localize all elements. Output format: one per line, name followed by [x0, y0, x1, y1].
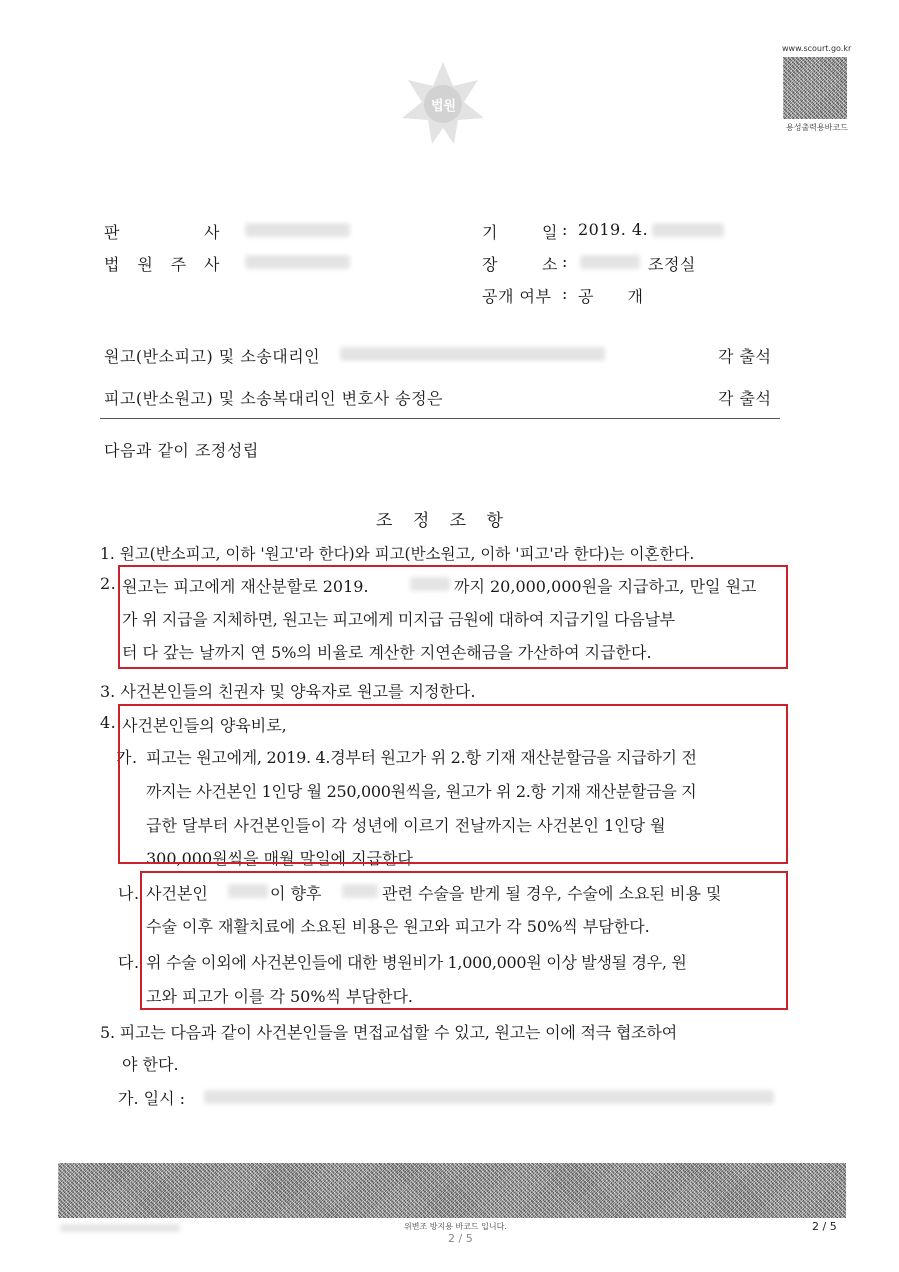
defendant-status: 각 출석	[718, 389, 772, 408]
public-value: 공 개	[578, 287, 644, 306]
clause-2-line-2: 가 위 지급을 지체하면, 원고는 피고에게 미지급 금원에 대하여 지급기일 다음날부	[122, 610, 675, 629]
clause-5-line-1: 5. 피고는 다음과 같이 사건본인들을 면접교섭할 수 있고, 원고는 이에 적극 협조하여	[100, 1023, 677, 1042]
defendant-label: 피고(반소원고) 및 소송복대리인 변호사 송정은	[104, 389, 443, 408]
footer-notice: 위변조 방지용 바코드 입니다.	[404, 1222, 507, 1231]
place-redacted	[580, 255, 640, 269]
clause-2-line-1a: 원고는 피고에게 재산분할로 2019.	[122, 577, 369, 596]
public-label: 공개 여부	[482, 287, 552, 306]
plaintiff-status: 각 출석	[718, 347, 772, 366]
clerk-name-redacted	[245, 255, 350, 269]
clause-2-line-3: 터 다 갚는 날까지 연 5%의 비율로 계산한 지연손해금을 가산하여 지급한다.	[122, 643, 652, 662]
visitation-schedule-redacted	[204, 1090, 774, 1104]
anti-forgery-barcode	[58, 1163, 846, 1218]
footer-redacted	[60, 1224, 180, 1232]
clause-4-ga-line-1: 피고는 원고에게, 2019. 4.경부터 원고가 위 2.항 기재 재산분할금을 지급하기 전	[146, 748, 697, 767]
footer-page-number: 2 / 5	[448, 1232, 473, 1245]
clause-2-line-1b: 까지 20,000,000원을 지급하고, 만일 원고	[454, 577, 757, 596]
date-redacted	[652, 223, 724, 237]
footer-page-right: 2 / 5	[812, 1220, 837, 1233]
place-label: 장 소	[482, 255, 558, 274]
date-label: 기 일	[482, 223, 558, 242]
site-url: www.scourt.go.kr	[782, 44, 852, 53]
judge-label: 판 사	[104, 223, 220, 242]
date-colon: :	[562, 220, 568, 239]
clause-4-da-marker: 다.	[118, 953, 140, 972]
intro-text: 다음과 같이 조정성립	[104, 441, 259, 460]
clause-5-ga: 가. 일시 :	[118, 1089, 186, 1108]
clause-4-na-line-1b: 이 향후	[270, 884, 322, 903]
plaintiff-name-redacted	[340, 347, 605, 361]
clause-4-da-line-2: 고와 피고가 이를 각 50%씩 부담한다.	[146, 987, 414, 1006]
clerk-label: 법 원 주 사	[104, 255, 220, 274]
highlight-box-clause-2	[118, 565, 788, 669]
clause-4-ga-line-4: 300,000원씩을 매월 말일에 지급한다.	[146, 849, 418, 868]
clause-4-ga-marker: 가.	[116, 748, 138, 767]
clause-1: 1. 원고(반소피고, 이하 '원고'라 한다)와 피고(반소원고, 이하 '피고'라 한다)는 이혼한다.	[100, 545, 695, 563]
clause-4-da-line-1: 위 수술 이외에 사건본인들에 대한 병원비가 1,000,000원 이상 발생될 경우, 원	[146, 953, 687, 972]
divider	[100, 418, 780, 419]
clause-4-na-marker: 나.	[118, 884, 140, 903]
clause-4-na-line-1a: 사건본인	[146, 884, 208, 903]
clause-4-number: 4.	[100, 713, 117, 732]
clause-3: 3. 사건본인들의 친권자 및 양육자로 원고를 지정한다.	[100, 682, 476, 701]
place-colon: :	[562, 252, 568, 271]
clause-5-line-2: 야 한다.	[122, 1055, 179, 1074]
clause-4-na-line-2: 수술 이후 재활치료에 소요된 비용은 원고와 피고가 각 50%씩 부담한다.	[146, 917, 650, 936]
highlight-box-clause-4-ga	[118, 704, 788, 864]
clause-2-number: 2.	[100, 574, 117, 593]
judge-name-redacted	[245, 223, 350, 237]
clause-4-ga-line-3: 급한 달부터 사건본인들이 각 성년에 이르기 전날까지는 사건본인 1인당 월	[146, 816, 666, 835]
seal-text: 법원	[431, 99, 457, 114]
place-value: 조정실	[648, 255, 696, 274]
barcode-label: 용성출력용바코드	[786, 123, 848, 132]
court-seal-emblem	[398, 58, 488, 148]
date-value: 2019. 4.	[578, 220, 649, 239]
qr-barcode	[783, 57, 847, 119]
clause-4-ga-line-2: 까지는 사건본인 1인당 월 250,000원씩을, 원고가 위 2.항 기재 재산분할금을 지	[146, 782, 697, 801]
clause-4-na-line-1c: 관련 수술을 받게 될 경우, 수술에 소요된 비용 및	[382, 884, 722, 903]
highlight-box-clause-4-na-da	[140, 871, 788, 1010]
clause-4-heading: 사건본인들의 양육비로,	[122, 716, 287, 735]
plaintiff-label: 원고(반소피고) 및 소송대리인	[104, 347, 321, 366]
public-colon: :	[562, 284, 568, 303]
section-title: 조 정 조 항	[376, 511, 504, 531]
